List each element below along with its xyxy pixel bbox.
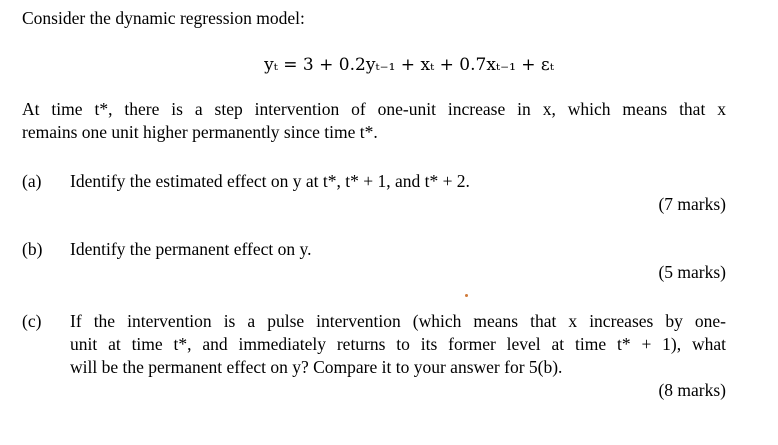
question-b-text: Identify the permanent effect on y. bbox=[70, 239, 312, 259]
model-equation-row bbox=[0, 52, 778, 77]
question-b-label: (b) bbox=[22, 239, 43, 259]
stray-mark bbox=[465, 294, 468, 297]
question-c-line-2: unit at time t*, and immediately returns to its former level at time t* + 1), what bbox=[70, 334, 726, 354]
intervention-line-2: remains one unit higher permanently since time t*. bbox=[22, 122, 378, 142]
question-c-label: (c) bbox=[22, 311, 42, 331]
question-c-line-1: If the intervention is a pulse intervention (which means that x increases by one- bbox=[70, 311, 726, 331]
model-equation: yₜ = 3 + 0.2yₜ₋₁ + xₜ + 0.7xₜ₋₁ + εₜ bbox=[264, 55, 554, 75]
question-c-marks: (8 marks) bbox=[658, 380, 726, 400]
question-a-label: (a) bbox=[22, 171, 42, 191]
question-a-marks: (7 marks) bbox=[658, 194, 726, 214]
question-c-line-3: will be the permanent effect on y? Compare it to your answer for 5(b). bbox=[70, 357, 563, 377]
question-a-text: Identify the estimated effect on y at t*, t* + 1, and t* + 2. bbox=[70, 171, 470, 191]
question-b-marks: (5 marks) bbox=[658, 262, 726, 282]
intervention-line-1: At time t*, there is a step intervention of one-unit increase in x, which means that x bbox=[22, 99, 726, 119]
intro-text: Consider the dynamic regression model: bbox=[22, 8, 305, 28]
